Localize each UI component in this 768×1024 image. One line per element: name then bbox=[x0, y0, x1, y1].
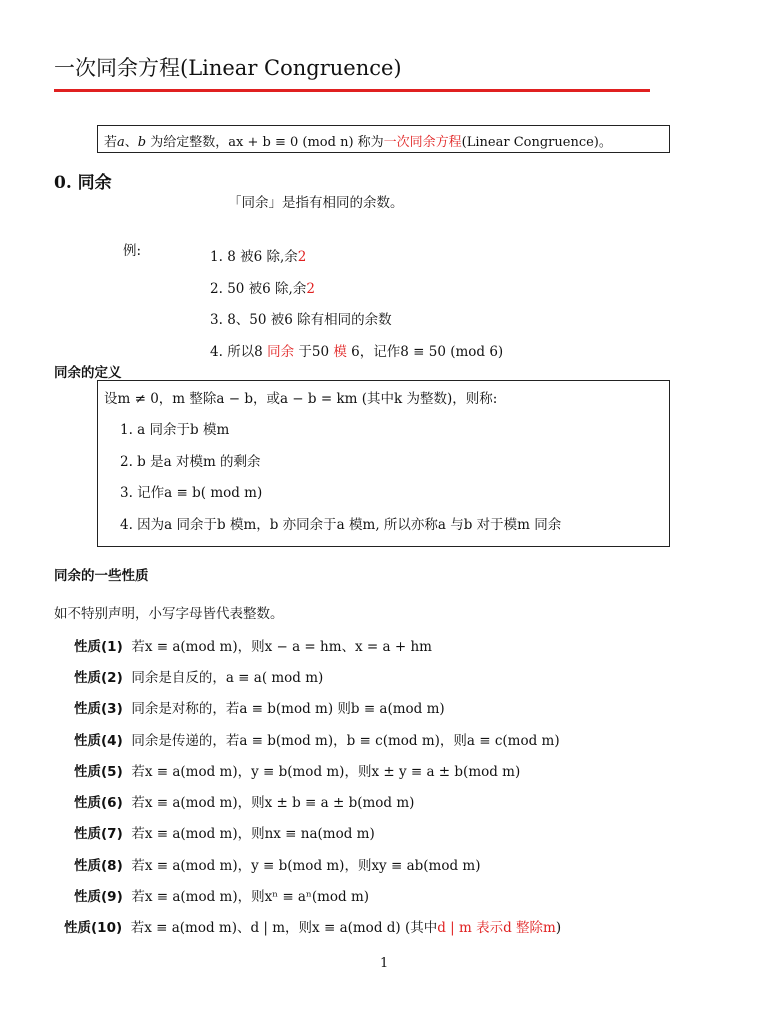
definition-item-4: 4. 因为a 同余于b 模m，b 亦同余于a 模m, 所以亦称a 与b 对于模m 同余 bbox=[120, 517, 562, 533]
def-sep: 、 bbox=[124, 135, 138, 150]
property-label: 性质(1) bbox=[74, 639, 123, 655]
example-text: 于50 bbox=[298, 344, 330, 360]
example-item-2 bbox=[210, 277, 315, 297]
definition-heading: 同余的定义 bbox=[54, 365, 122, 381]
property-label: 性质(2) bbox=[74, 670, 123, 686]
example-red: 2 bbox=[297, 249, 307, 265]
property-label: 性质(9) bbox=[74, 889, 123, 905]
def-mid: 为给定整数， bbox=[146, 135, 229, 150]
definition-box bbox=[97, 380, 670, 547]
property-text: 若x ≡ a(mod m)，则x ± b ≡ a ± b(mod m) bbox=[131, 795, 415, 811]
properties-heading: 同余的一些性质 bbox=[54, 568, 149, 584]
example-red-modulo: 模 bbox=[333, 344, 347, 360]
example-num: 2. bbox=[210, 281, 223, 297]
property-8 bbox=[74, 854, 480, 874]
property-label: 性质(10) bbox=[64, 920, 123, 936]
property-6 bbox=[74, 791, 414, 811]
property-9 bbox=[74, 885, 369, 905]
def-suffix: (Linear Congruence)。 bbox=[461, 135, 612, 150]
section-heading-congruence: 0. 同余 bbox=[54, 173, 112, 193]
property-text: 若x ≡ a(mod m)、d | m，则x ≡ a(mod d) (其中 bbox=[130, 920, 438, 936]
example-item-4 bbox=[210, 340, 503, 360]
definition-line0: 设m ≠ 0，m 整除a − b，或a − b = km (其中k 为整数)，则称: bbox=[104, 391, 498, 407]
property-red-note: d | m 表示d 整除m bbox=[437, 920, 556, 936]
property-label: 性质(6) bbox=[74, 795, 123, 811]
page-title: 一次同余方程(Linear Congruence) bbox=[54, 56, 402, 80]
page-number: 1 bbox=[380, 956, 389, 971]
example-text: 50 被6 除,余 bbox=[227, 281, 307, 297]
def-prefix: 若 bbox=[104, 135, 118, 150]
example-text: 所以8 bbox=[227, 344, 263, 360]
property-7 bbox=[74, 822, 375, 842]
example-red-congruent: 同余 bbox=[267, 344, 295, 360]
property-text: 若x ≡ a(mod m)，则xⁿ ≡ aⁿ(mod m) bbox=[131, 889, 370, 905]
section-intro: 「同余」是指有相同的余数。 bbox=[228, 195, 404, 211]
property-label: 性质(7) bbox=[74, 826, 123, 842]
property-text: 同余是对称的，若a ≡ b(mod m) 则b ≡ a(mod m) bbox=[131, 701, 445, 717]
property-4 bbox=[74, 729, 560, 749]
property-label: 性质(8) bbox=[74, 858, 123, 874]
def-var-b: b bbox=[137, 135, 147, 150]
property-text: 若x ≡ a(mod m)，则x − a = hm、x = a + hm bbox=[131, 639, 432, 655]
example-text: 8、50 被6 除有相同的余数 bbox=[227, 312, 392, 328]
definition-item-2: 2. b 是a 对模m 的剩余 bbox=[120, 454, 261, 470]
example-label: 例: bbox=[123, 243, 142, 259]
property-text: 若x ≡ a(mod m)，则nx ≡ na(mod m) bbox=[131, 826, 375, 842]
property-label: 性质(5) bbox=[74, 764, 123, 780]
property-text: 同余是传递的，若a ≡ b(mod m)，b ≡ c(mod m)，则a ≡ c(mod m) bbox=[131, 733, 560, 749]
property-label: 性质(3) bbox=[74, 701, 123, 717]
property-text: 若x ≡ a(mod m)，y ≡ b(mod m)，则x ± y ≡ a ± b(mod m) bbox=[131, 764, 521, 780]
property-label: 性质(4) bbox=[74, 733, 123, 749]
example-num: 4. bbox=[210, 344, 223, 360]
example-text: 6，记作8 ≡ 50 (mod 6) bbox=[351, 344, 504, 360]
property-text: 若x ≡ a(mod m)，y ≡ b(mod m)，则xy ≡ ab(mod m) bbox=[131, 858, 481, 874]
definition-item-1: 1. a 同余于b 模m bbox=[120, 422, 230, 438]
example-num: 3. bbox=[210, 312, 223, 328]
example-item-1 bbox=[210, 245, 306, 265]
def-red-term: 一次同余方程 bbox=[383, 135, 462, 150]
example-text: 8 被6 除,余 bbox=[227, 249, 298, 265]
property-text: 同余是自反的，a ≡ a( mod m) bbox=[131, 670, 324, 686]
example-item-3 bbox=[210, 308, 392, 328]
def-var-a: a bbox=[117, 135, 125, 150]
example-num: 1. bbox=[210, 249, 223, 265]
title-underline bbox=[54, 89, 650, 92]
definition-box-linear-congruence bbox=[97, 125, 670, 153]
def-equation: ax + b ≡ 0 (mod n) bbox=[228, 135, 354, 150]
property-3 bbox=[74, 697, 445, 717]
property-1 bbox=[74, 635, 432, 655]
def-called: 称为 bbox=[353, 135, 384, 150]
property-2 bbox=[74, 666, 323, 686]
example-red: 2 bbox=[306, 281, 315, 297]
property-suffix: ) bbox=[555, 920, 562, 936]
properties-note: 如不特别声明，小写字母皆代表整数。 bbox=[54, 606, 284, 622]
property-5 bbox=[74, 760, 520, 780]
property-10 bbox=[64, 916, 561, 936]
definition-item-3: 3. 记作a ≡ b( mod m) bbox=[120, 485, 263, 501]
